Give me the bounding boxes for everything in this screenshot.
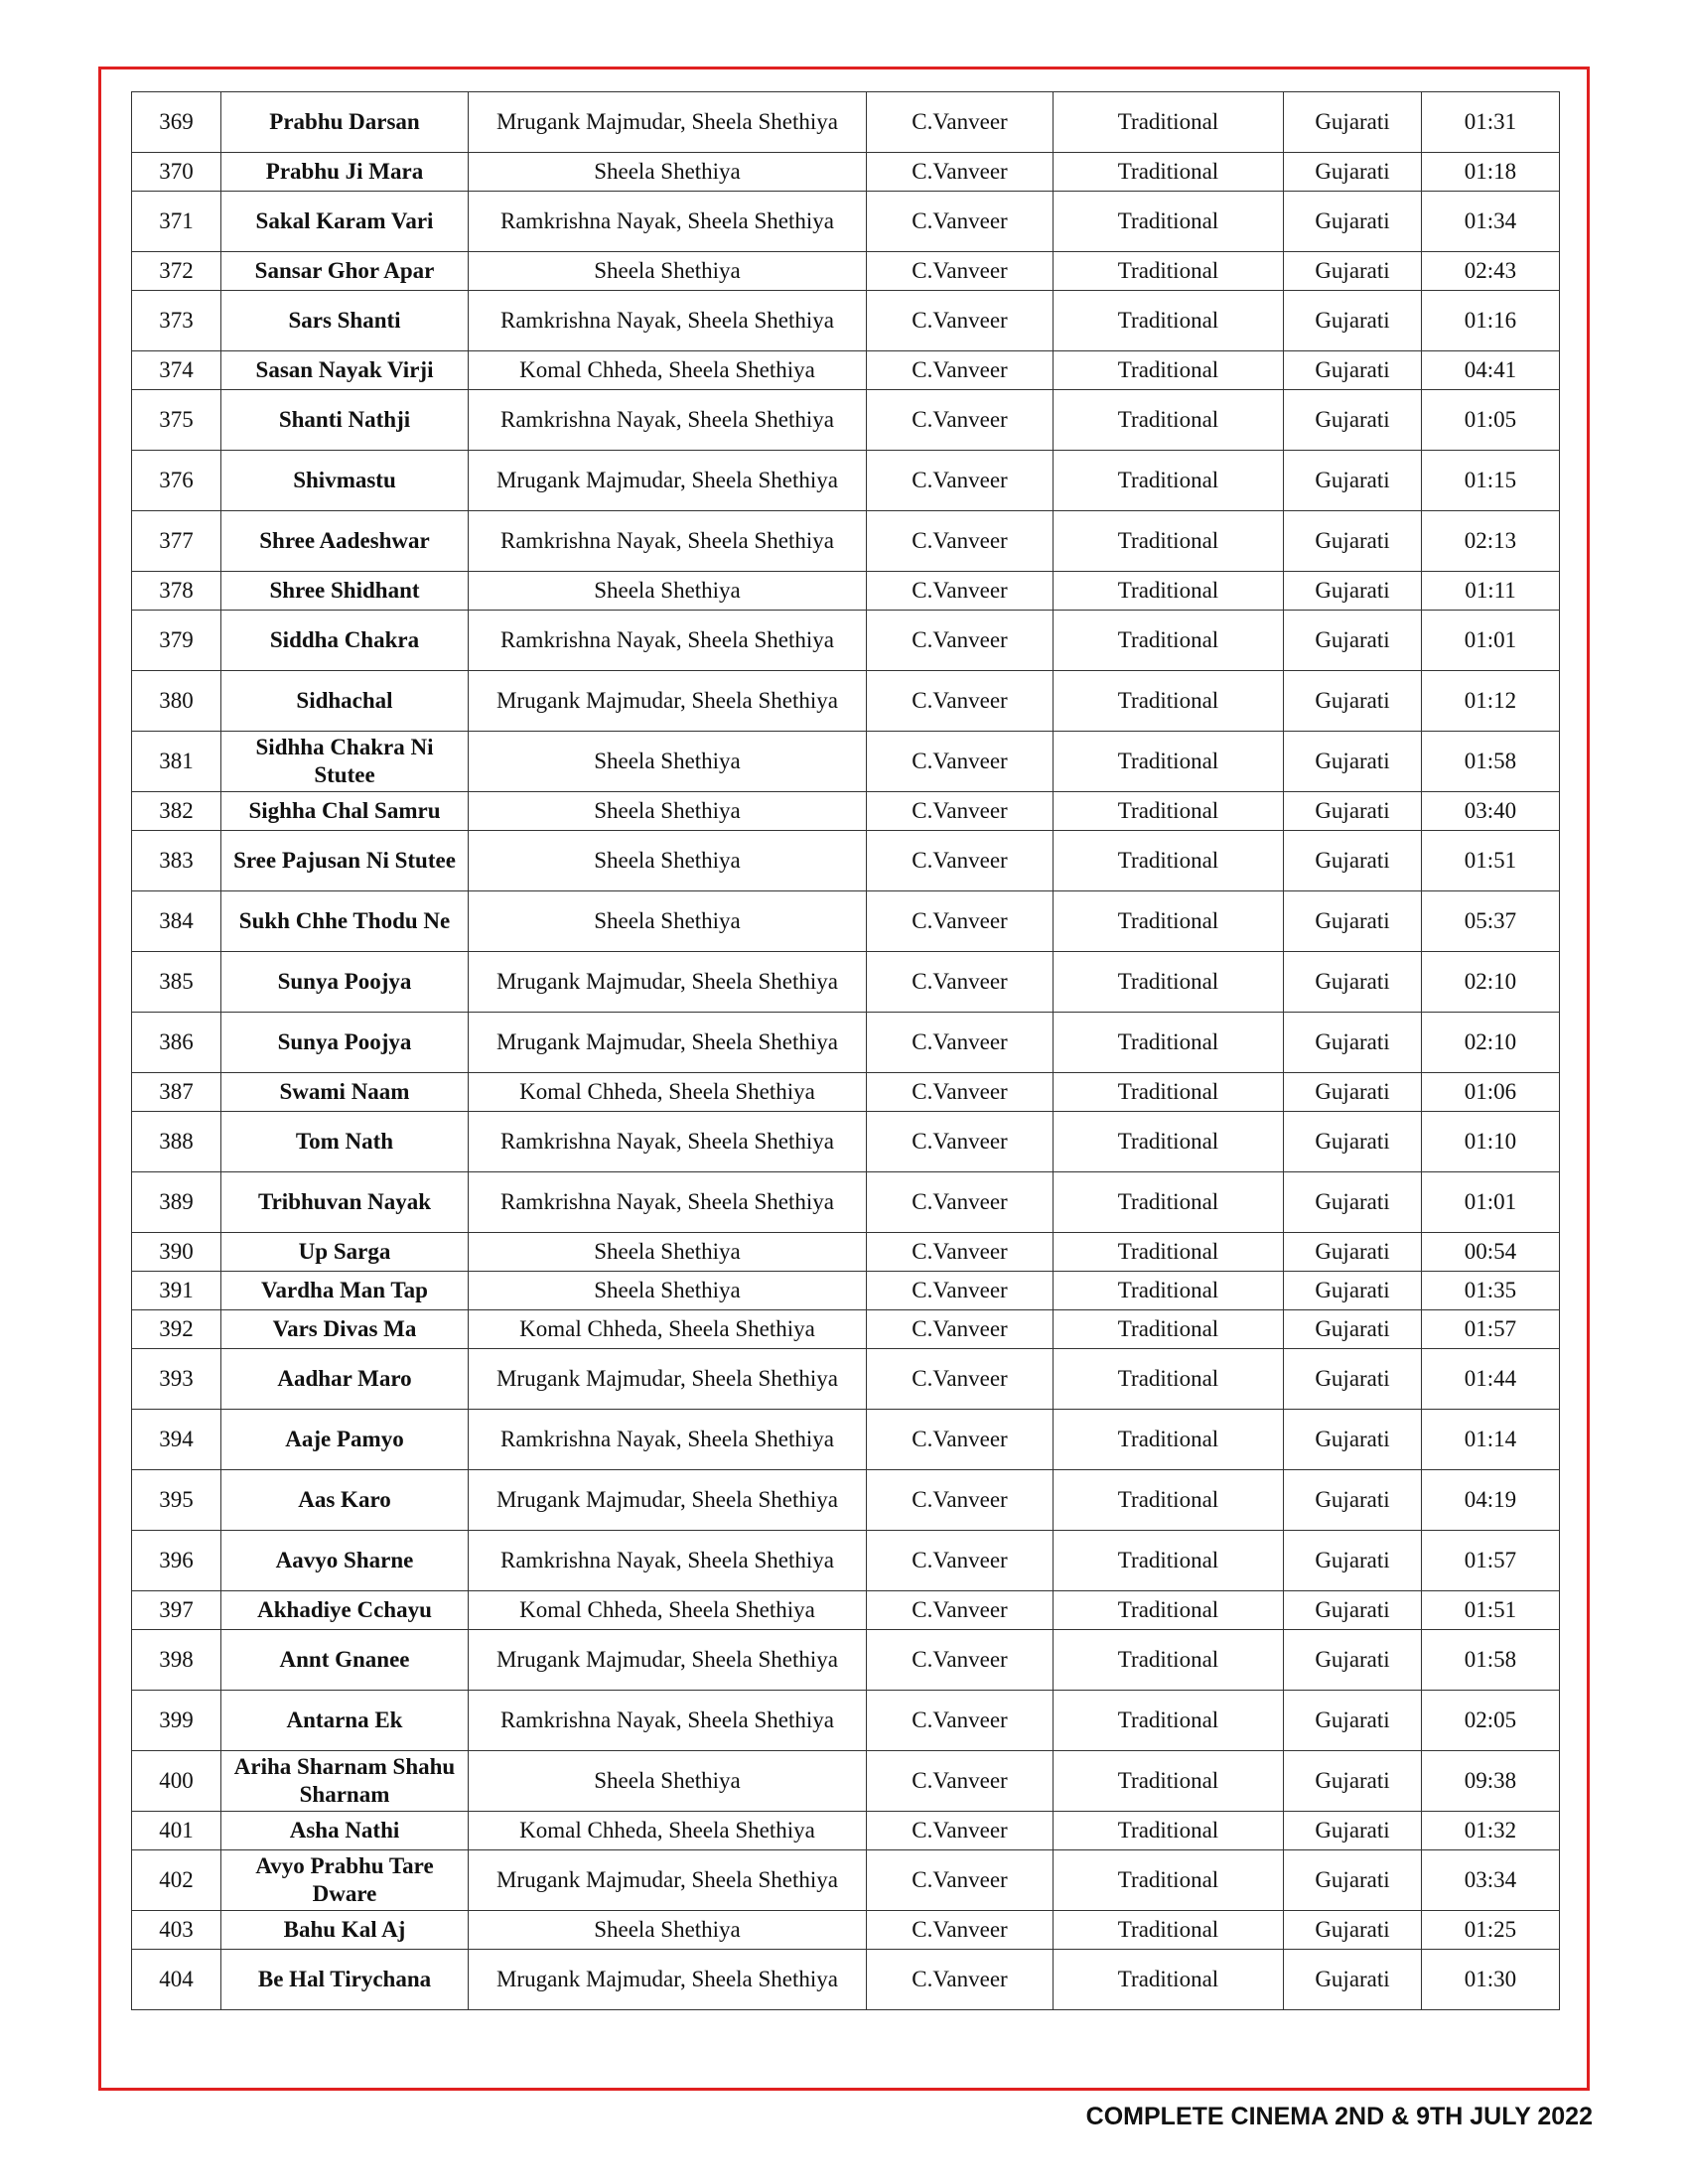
composer-cell: C.Vanveer	[867, 291, 1054, 351]
table-row	[132, 291, 1560, 351]
composer-cell: C.Vanveer	[867, 1272, 1054, 1310]
language-cell: Gujarati	[1284, 952, 1422, 1013]
artists-cell: Sheela Shethiya	[469, 572, 867, 611]
genre-cell: Traditional	[1054, 1812, 1284, 1850]
composer-cell: C.Vanveer	[867, 92, 1054, 153]
composer-cell: C.Vanveer	[867, 1233, 1054, 1272]
language-cell: Gujarati	[1284, 291, 1422, 351]
composer-cell: C.Vanveer	[867, 1950, 1054, 2010]
duration-cell: 01:15	[1422, 451, 1560, 511]
genre-cell: Traditional	[1054, 1112, 1284, 1172]
table-row	[132, 1073, 1560, 1112]
track-number-cell: 385	[132, 952, 221, 1013]
language-cell: Gujarati	[1284, 1911, 1422, 1950]
table-row	[132, 153, 1560, 192]
duration-cell: 01:06	[1422, 1073, 1560, 1112]
table-row	[132, 1850, 1560, 1911]
song-title-cell: Sidhachal	[221, 671, 469, 732]
artists-cell: Sheela Shethiya	[469, 891, 867, 952]
duration-cell: 01:35	[1422, 1272, 1560, 1310]
table-row	[132, 732, 1560, 792]
artists-cell: Sheela Shethiya	[469, 1751, 867, 1812]
language-cell: Gujarati	[1284, 1112, 1422, 1172]
composer-cell: C.Vanveer	[867, 1591, 1054, 1630]
language-cell: Gujarati	[1284, 1272, 1422, 1310]
language-cell: Gujarati	[1284, 252, 1422, 291]
table-row	[132, 1272, 1560, 1310]
composer-cell: C.Vanveer	[867, 252, 1054, 291]
song-title-cell: Aaje Pamyo	[221, 1410, 469, 1470]
artists-cell: Sheela Shethiya	[469, 1272, 867, 1310]
artists-cell: Mrugank Majmudar, Sheela Shethiya	[469, 1850, 867, 1911]
artists-cell: Komal Chheda, Sheela Shethiya	[469, 1310, 867, 1349]
duration-cell: 01:01	[1422, 611, 1560, 671]
song-title-cell: Akhadiye Cchayu	[221, 1591, 469, 1630]
duration-cell: 01:11	[1422, 572, 1560, 611]
song-title-cell: Sansar Ghor Apar	[221, 252, 469, 291]
composer-cell: C.Vanveer	[867, 572, 1054, 611]
artists-cell: Sheela Shethiya	[469, 252, 867, 291]
artists-cell: Sheela Shethiya	[469, 153, 867, 192]
artists-cell: Ramkrishna Nayak, Sheela Shethiya	[469, 1410, 867, 1470]
artists-cell: Komal Chheda, Sheela Shethiya	[469, 1812, 867, 1850]
duration-cell: 01:57	[1422, 1531, 1560, 1591]
composer-cell: C.Vanveer	[867, 1630, 1054, 1691]
song-title-cell: Siddha Chakra	[221, 611, 469, 671]
track-number-cell: 391	[132, 1272, 221, 1310]
duration-cell: 01:51	[1422, 831, 1560, 891]
artists-cell: Ramkrishna Nayak, Sheela Shethiya	[469, 192, 867, 252]
language-cell: Gujarati	[1284, 1950, 1422, 2010]
composer-cell: C.Vanveer	[867, 611, 1054, 671]
track-number-cell: 398	[132, 1630, 221, 1691]
artists-cell: Komal Chheda, Sheela Shethiya	[469, 351, 867, 390]
composer-cell: C.Vanveer	[867, 1349, 1054, 1410]
song-title-cell: Sree Pajusan Ni Stutee	[221, 831, 469, 891]
genre-cell: Traditional	[1054, 671, 1284, 732]
language-cell: Gujarati	[1284, 192, 1422, 252]
song-table-body	[132, 92, 1560, 2010]
language-cell: Gujarati	[1284, 1172, 1422, 1233]
composer-cell: C.Vanveer	[867, 451, 1054, 511]
track-number-cell: 370	[132, 153, 221, 192]
genre-cell: Traditional	[1054, 1310, 1284, 1349]
duration-cell: 01:01	[1422, 1172, 1560, 1233]
track-number-cell: 376	[132, 451, 221, 511]
genre-cell: Traditional	[1054, 732, 1284, 792]
track-number-cell: 379	[132, 611, 221, 671]
language-cell: Gujarati	[1284, 831, 1422, 891]
artists-cell: Ramkrishna Nayak, Sheela Shethiya	[469, 390, 867, 451]
genre-cell: Traditional	[1054, 952, 1284, 1013]
song-title-cell: Annt Gnanee	[221, 1630, 469, 1691]
table-row	[132, 611, 1560, 671]
artists-cell: Sheela Shethiya	[469, 1233, 867, 1272]
track-number-cell: 404	[132, 1950, 221, 2010]
composer-cell: C.Vanveer	[867, 1812, 1054, 1850]
track-number-cell: 402	[132, 1850, 221, 1911]
duration-cell: 01:31	[1422, 92, 1560, 153]
artists-cell: Komal Chheda, Sheela Shethiya	[469, 1591, 867, 1630]
composer-cell: C.Vanveer	[867, 351, 1054, 390]
artists-cell: Ramkrishna Nayak, Sheela Shethiya	[469, 1172, 867, 1233]
track-number-cell: 381	[132, 732, 221, 792]
composer-cell: C.Vanveer	[867, 1310, 1054, 1349]
track-number-cell: 372	[132, 252, 221, 291]
table-row	[132, 192, 1560, 252]
duration-cell: 01:16	[1422, 291, 1560, 351]
language-cell: Gujarati	[1284, 1410, 1422, 1470]
duration-cell: 02:10	[1422, 952, 1560, 1013]
duration-cell: 04:41	[1422, 351, 1560, 390]
duration-cell: 01:18	[1422, 153, 1560, 192]
song-title-cell: Prabhu Ji Mara	[221, 153, 469, 192]
artists-cell: Mrugank Majmudar, Sheela Shethiya	[469, 1013, 867, 1073]
track-number-cell: 396	[132, 1531, 221, 1591]
genre-cell: Traditional	[1054, 611, 1284, 671]
song-title-cell: Prabhu Darsan	[221, 92, 469, 153]
song-title-cell: Sunya Poojya	[221, 1013, 469, 1073]
song-table	[131, 91, 1560, 2010]
artists-cell: Ramkrishna Nayak, Sheela Shethiya	[469, 511, 867, 572]
song-title-cell: Sidhha Chakra Ni Stutee	[221, 732, 469, 792]
language-cell: Gujarati	[1284, 1310, 1422, 1349]
language-cell: Gujarati	[1284, 1349, 1422, 1410]
genre-cell: Traditional	[1054, 1272, 1284, 1310]
artists-cell: Mrugank Majmudar, Sheela Shethiya	[469, 1630, 867, 1691]
language-cell: Gujarati	[1284, 1591, 1422, 1630]
table-row	[132, 390, 1560, 451]
language-cell: Gujarati	[1284, 891, 1422, 952]
artists-cell: Mrugank Majmudar, Sheela Shethiya	[469, 92, 867, 153]
composer-cell: C.Vanveer	[867, 1691, 1054, 1751]
track-number-cell: 393	[132, 1349, 221, 1410]
table-row	[132, 891, 1560, 952]
duration-cell: 01:57	[1422, 1310, 1560, 1349]
language-cell: Gujarati	[1284, 572, 1422, 611]
artists-cell: Ramkrishna Nayak, Sheela Shethiya	[469, 291, 867, 351]
duration-cell: 05:37	[1422, 891, 1560, 952]
song-title-cell: Sighha Chal Samru	[221, 792, 469, 831]
song-title-cell: Shanti Nathji	[221, 390, 469, 451]
language-cell: Gujarati	[1284, 1691, 1422, 1751]
artists-cell: Ramkrishna Nayak, Sheela Shethiya	[469, 1691, 867, 1751]
language-cell: Gujarati	[1284, 1013, 1422, 1073]
table-row	[132, 1531, 1560, 1591]
composer-cell: C.Vanveer	[867, 390, 1054, 451]
artists-cell: Mrugank Majmudar, Sheela Shethiya	[469, 1950, 867, 2010]
language-cell: Gujarati	[1284, 153, 1422, 192]
table-row	[132, 572, 1560, 611]
track-number-cell: 386	[132, 1013, 221, 1073]
language-cell: Gujarati	[1284, 1751, 1422, 1812]
composer-cell: C.Vanveer	[867, 1410, 1054, 1470]
duration-cell: 03:40	[1422, 792, 1560, 831]
language-cell: Gujarati	[1284, 351, 1422, 390]
duration-cell: 01:10	[1422, 1112, 1560, 1172]
language-cell: Gujarati	[1284, 511, 1422, 572]
song-title-cell: Tribhuvan Nayak	[221, 1172, 469, 1233]
table-row	[132, 671, 1560, 732]
song-title-cell: Up Sarga	[221, 1233, 469, 1272]
composer-cell: C.Vanveer	[867, 831, 1054, 891]
track-number-cell: 403	[132, 1911, 221, 1950]
artists-cell: Mrugank Majmudar, Sheela Shethiya	[469, 1349, 867, 1410]
duration-cell: 01:58	[1422, 732, 1560, 792]
genre-cell: Traditional	[1054, 1233, 1284, 1272]
track-number-cell: 392	[132, 1310, 221, 1349]
table-row	[132, 1751, 1560, 1812]
table-row	[132, 451, 1560, 511]
track-number-cell: 389	[132, 1172, 221, 1233]
track-number-cell: 373	[132, 291, 221, 351]
duration-cell: 03:34	[1422, 1850, 1560, 1911]
composer-cell: C.Vanveer	[867, 952, 1054, 1013]
genre-cell: Traditional	[1054, 1410, 1284, 1470]
duration-cell: 01:44	[1422, 1349, 1560, 1410]
genre-cell: Traditional	[1054, 831, 1284, 891]
composer-cell: C.Vanveer	[867, 1013, 1054, 1073]
composer-cell: C.Vanveer	[867, 671, 1054, 732]
artists-cell: Komal Chheda, Sheela Shethiya	[469, 1073, 867, 1112]
song-title-cell: Aas Karo	[221, 1470, 469, 1531]
duration-cell: 01:12	[1422, 671, 1560, 732]
genre-cell: Traditional	[1054, 1950, 1284, 2010]
song-title-cell: Antarna Ek	[221, 1691, 469, 1751]
duration-cell: 04:19	[1422, 1470, 1560, 1531]
table-row	[132, 351, 1560, 390]
song-title-cell: Aavyo Sharne	[221, 1531, 469, 1591]
language-cell: Gujarati	[1284, 1073, 1422, 1112]
table-row	[132, 511, 1560, 572]
language-cell: Gujarati	[1284, 671, 1422, 732]
genre-cell: Traditional	[1054, 1751, 1284, 1812]
song-title-cell: Ariha Sharnam Shahu Sharnam	[221, 1751, 469, 1812]
track-number-cell: 400	[132, 1751, 221, 1812]
artists-cell: Sheela Shethiya	[469, 1911, 867, 1950]
composer-cell: C.Vanveer	[867, 192, 1054, 252]
genre-cell: Traditional	[1054, 1850, 1284, 1911]
language-cell: Gujarati	[1284, 92, 1422, 153]
language-cell: Gujarati	[1284, 1470, 1422, 1531]
artists-cell: Mrugank Majmudar, Sheela Shethiya	[469, 451, 867, 511]
genre-cell: Traditional	[1054, 1691, 1284, 1751]
track-number-cell: 395	[132, 1470, 221, 1531]
language-cell: Gujarati	[1284, 390, 1422, 451]
song-title-cell: Vardha Man Tap	[221, 1272, 469, 1310]
composer-cell: C.Vanveer	[867, 1531, 1054, 1591]
table-row	[132, 1112, 1560, 1172]
track-number-cell: 378	[132, 572, 221, 611]
track-number-cell: 384	[132, 891, 221, 952]
genre-cell: Traditional	[1054, 451, 1284, 511]
song-title-cell: Shree Aadeshwar	[221, 511, 469, 572]
song-title-cell: Bahu Kal Aj	[221, 1911, 469, 1950]
song-title-cell: Shree Shidhant	[221, 572, 469, 611]
table-row	[132, 1950, 1560, 2010]
genre-cell: Traditional	[1054, 1013, 1284, 1073]
duration-cell: 02:10	[1422, 1013, 1560, 1073]
duration-cell: 09:38	[1422, 1751, 1560, 1812]
duration-cell: 01:14	[1422, 1410, 1560, 1470]
genre-cell: Traditional	[1054, 291, 1284, 351]
song-title-cell: Swami Naam	[221, 1073, 469, 1112]
track-number-cell: 377	[132, 511, 221, 572]
song-title-cell: Shivmastu	[221, 451, 469, 511]
table-row	[132, 1630, 1560, 1691]
track-number-cell: 369	[132, 92, 221, 153]
composer-cell: C.Vanveer	[867, 1850, 1054, 1911]
language-cell: Gujarati	[1284, 1812, 1422, 1850]
language-cell: Gujarati	[1284, 1531, 1422, 1591]
duration-cell: 01:34	[1422, 192, 1560, 252]
genre-cell: Traditional	[1054, 92, 1284, 153]
track-number-cell: 399	[132, 1691, 221, 1751]
track-number-cell: 387	[132, 1073, 221, 1112]
track-number-cell: 401	[132, 1812, 221, 1850]
table-row	[132, 952, 1560, 1013]
table-row	[132, 1172, 1560, 1233]
genre-cell: Traditional	[1054, 1630, 1284, 1691]
track-number-cell: 397	[132, 1591, 221, 1630]
genre-cell: Traditional	[1054, 153, 1284, 192]
table-row	[132, 1691, 1560, 1751]
table-row	[132, 92, 1560, 153]
artists-cell: Mrugank Majmudar, Sheela Shethiya	[469, 671, 867, 732]
genre-cell: Traditional	[1054, 192, 1284, 252]
song-title-cell: Aadhar Maro	[221, 1349, 469, 1410]
language-cell: Gujarati	[1284, 792, 1422, 831]
composer-cell: C.Vanveer	[867, 1470, 1054, 1531]
duration-cell: 00:54	[1422, 1233, 1560, 1272]
artists-cell: Sheela Shethiya	[469, 792, 867, 831]
table-row	[132, 1349, 1560, 1410]
composer-cell: C.Vanveer	[867, 891, 1054, 952]
table-row	[132, 1310, 1560, 1349]
genre-cell: Traditional	[1054, 891, 1284, 952]
duration-cell: 01:30	[1422, 1950, 1560, 2010]
song-title-cell: Asha Nathi	[221, 1812, 469, 1850]
duration-cell: 01:32	[1422, 1812, 1560, 1850]
table-row	[132, 252, 1560, 291]
table-row	[132, 1013, 1560, 1073]
language-cell: Gujarati	[1284, 451, 1422, 511]
song-title-cell: Avyo Prabhu Tare Dware	[221, 1850, 469, 1911]
table-row	[132, 1911, 1560, 1950]
composer-cell: C.Vanveer	[867, 1112, 1054, 1172]
genre-cell: Traditional	[1054, 351, 1284, 390]
composer-cell: C.Vanveer	[867, 1911, 1054, 1950]
language-cell: Gujarati	[1284, 1850, 1422, 1911]
composer-cell: C.Vanveer	[867, 732, 1054, 792]
genre-cell: Traditional	[1054, 390, 1284, 451]
artists-cell: Sheela Shethiya	[469, 831, 867, 891]
duration-cell: 02:43	[1422, 252, 1560, 291]
genre-cell: Traditional	[1054, 792, 1284, 831]
composer-cell: C.Vanveer	[867, 153, 1054, 192]
table-row	[132, 1812, 1560, 1850]
genre-cell: Traditional	[1054, 1591, 1284, 1630]
table-row	[132, 792, 1560, 831]
genre-cell: Traditional	[1054, 1073, 1284, 1112]
genre-cell: Traditional	[1054, 1470, 1284, 1531]
artists-cell: Ramkrishna Nayak, Sheela Shethiya	[469, 611, 867, 671]
song-title-cell: Be Hal Tirychana	[221, 1950, 469, 2010]
track-number-cell: 371	[132, 192, 221, 252]
artists-cell: Ramkrishna Nayak, Sheela Shethiya	[469, 1531, 867, 1591]
song-title-cell: Sasan Nayak Virji	[221, 351, 469, 390]
artists-cell: Mrugank Majmudar, Sheela Shethiya	[469, 1470, 867, 1531]
song-title-cell: Sunya Poojya	[221, 952, 469, 1013]
song-title-cell: Sukh Chhe Thodu Ne	[221, 891, 469, 952]
track-number-cell: 394	[132, 1410, 221, 1470]
table-row	[132, 831, 1560, 891]
song-title-cell: Tom Nath	[221, 1112, 469, 1172]
artists-cell: Mrugank Majmudar, Sheela Shethiya	[469, 952, 867, 1013]
genre-cell: Traditional	[1054, 572, 1284, 611]
language-cell: Gujarati	[1284, 732, 1422, 792]
genre-cell: Traditional	[1054, 1172, 1284, 1233]
page-footer: COMPLETE CINEMA 2ND & 9TH JULY 2022	[1085, 2103, 1593, 2130]
duration-cell: 02:13	[1422, 511, 1560, 572]
language-cell: Gujarati	[1284, 1630, 1422, 1691]
track-number-cell: 382	[132, 792, 221, 831]
language-cell: Gujarati	[1284, 611, 1422, 671]
track-number-cell: 388	[132, 1112, 221, 1172]
duration-cell: 01:58	[1422, 1630, 1560, 1691]
track-number-cell: 390	[132, 1233, 221, 1272]
track-number-cell: 375	[132, 390, 221, 451]
song-title-cell: Sakal Karam Vari	[221, 192, 469, 252]
composer-cell: C.Vanveer	[867, 511, 1054, 572]
artists-cell: Sheela Shethiya	[469, 732, 867, 792]
table-row	[132, 1233, 1560, 1272]
artists-cell: Ramkrishna Nayak, Sheela Shethiya	[469, 1112, 867, 1172]
genre-cell: Traditional	[1054, 1349, 1284, 1410]
genre-cell: Traditional	[1054, 1531, 1284, 1591]
genre-cell: Traditional	[1054, 252, 1284, 291]
table-row	[132, 1591, 1560, 1630]
song-title-cell: Sars Shanti	[221, 291, 469, 351]
duration-cell: 02:05	[1422, 1691, 1560, 1751]
track-number-cell: 374	[132, 351, 221, 390]
composer-cell: C.Vanveer	[867, 1751, 1054, 1812]
genre-cell: Traditional	[1054, 511, 1284, 572]
composer-cell: C.Vanveer	[867, 792, 1054, 831]
duration-cell: 01:05	[1422, 390, 1560, 451]
composer-cell: C.Vanveer	[867, 1172, 1054, 1233]
track-number-cell: 380	[132, 671, 221, 732]
language-cell: Gujarati	[1284, 1233, 1422, 1272]
duration-cell: 01:25	[1422, 1911, 1560, 1950]
table-row	[132, 1410, 1560, 1470]
table-row	[132, 1470, 1560, 1531]
track-number-cell: 383	[132, 831, 221, 891]
composer-cell: C.Vanveer	[867, 1073, 1054, 1112]
song-title-cell: Vars Divas Ma	[221, 1310, 469, 1349]
duration-cell: 01:51	[1422, 1591, 1560, 1630]
genre-cell: Traditional	[1054, 1911, 1284, 1950]
